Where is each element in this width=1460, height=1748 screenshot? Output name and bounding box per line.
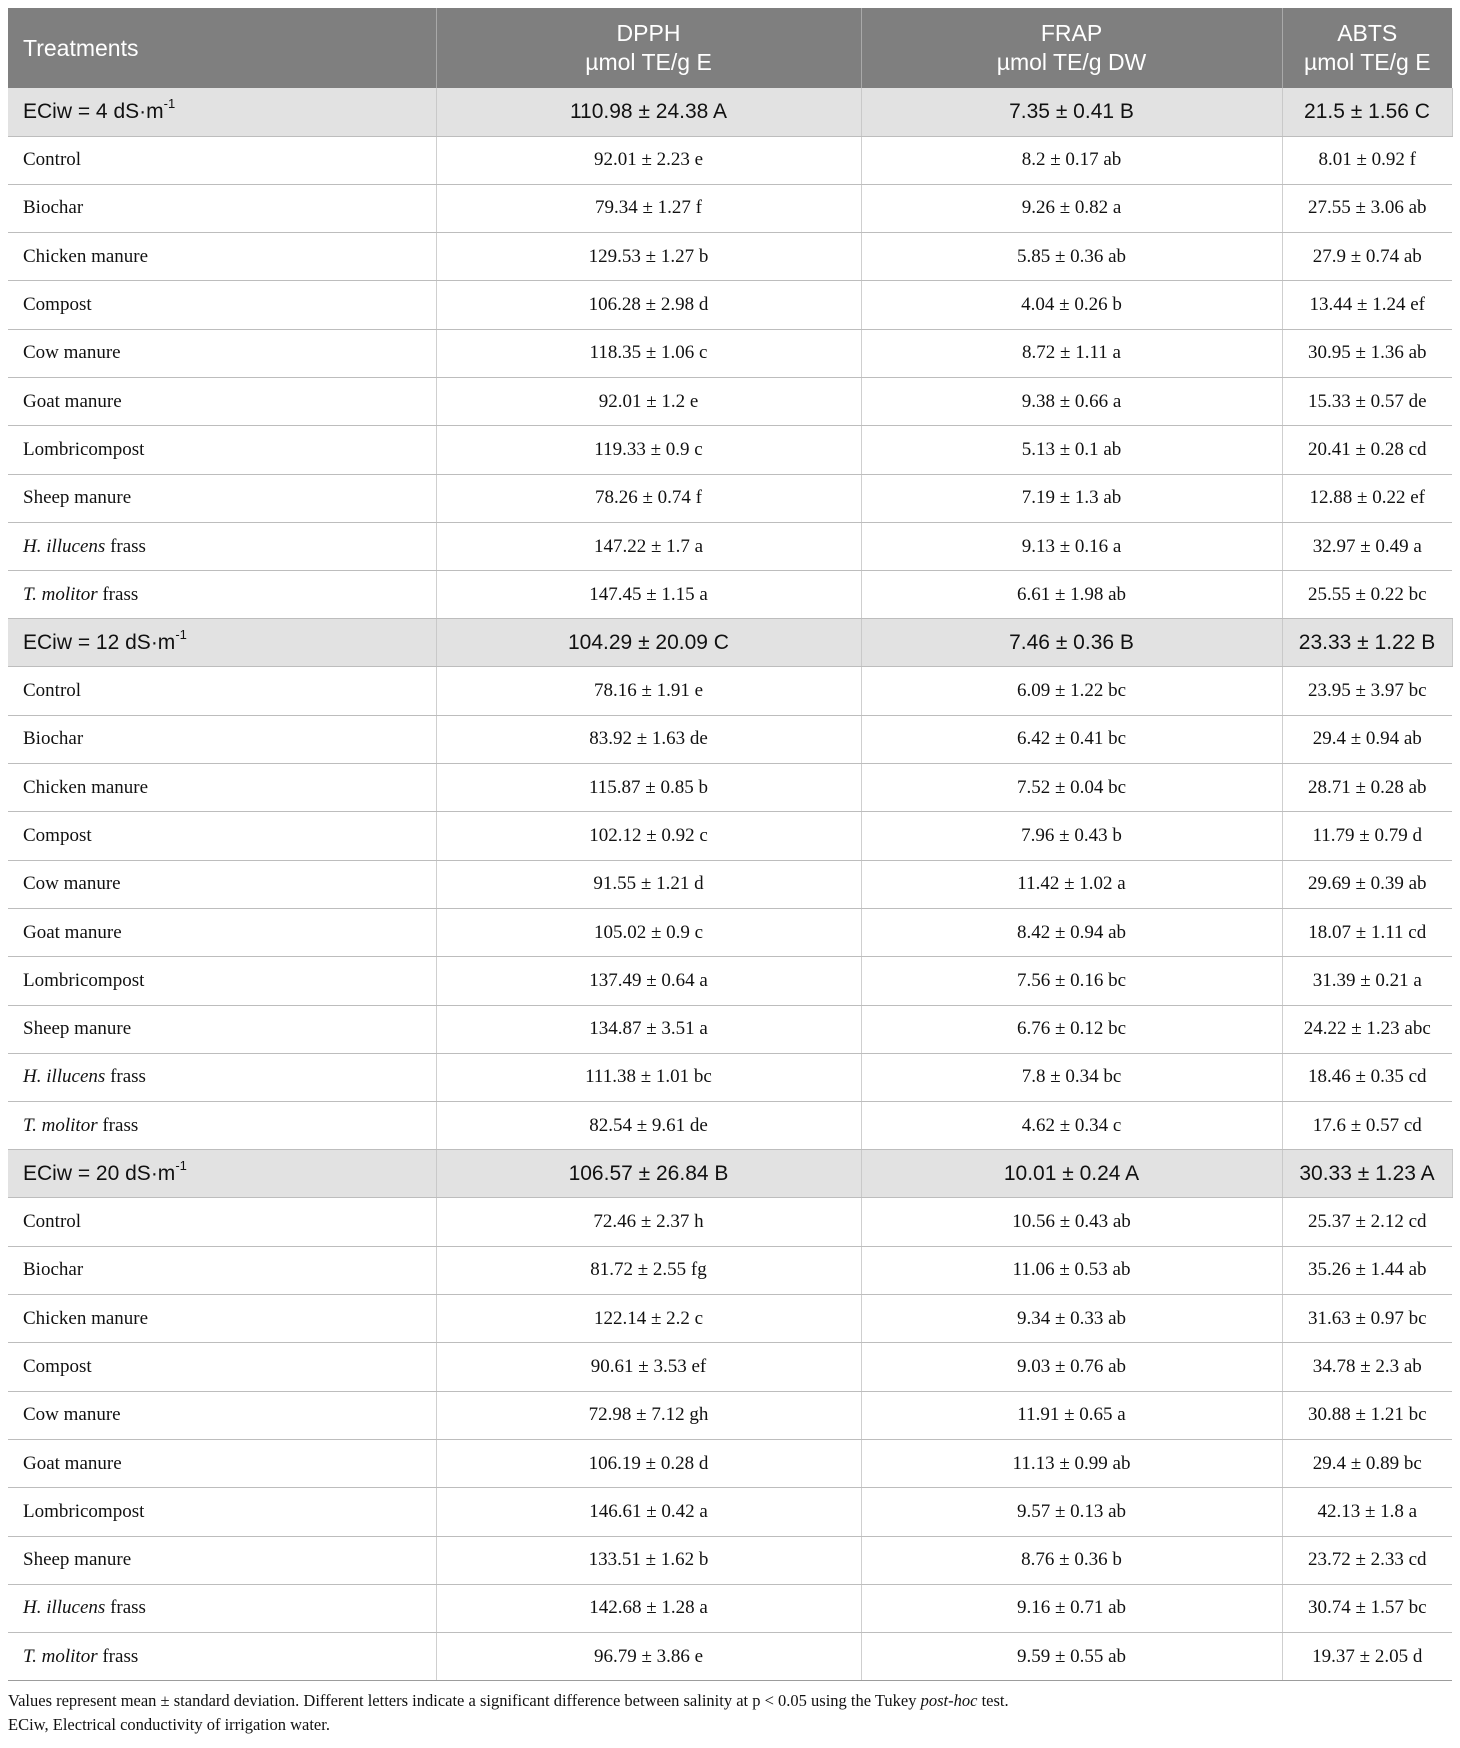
abts-cell: 42.13 ± 1.8 a (1282, 1488, 1452, 1536)
dpph-cell: 102.12 ± 0.92 c (436, 812, 861, 860)
table-row (8, 1439, 1452, 1487)
table-row (8, 281, 1452, 329)
treatment-label: Lombricompost (23, 1500, 145, 1522)
treatment-name (8, 1198, 436, 1246)
dpph-cell: 147.22 ± 1.7 a (436, 522, 861, 570)
frap-cell: 9.26 ± 0.82 a (861, 184, 1282, 232)
dpph-cell: 137.49 ± 0.64 a (436, 957, 861, 1005)
treatment-name (8, 522, 436, 570)
treatment-name (8, 474, 436, 522)
abts-cell: 15.33 ± 0.57 de (1282, 377, 1452, 425)
treatment-label: Control (23, 1211, 82, 1233)
table-row (8, 1295, 1452, 1343)
frap-cell: 6.42 ± 0.41 bc (861, 715, 1282, 763)
abts-cell: 13.44 ± 1.24 ef (1282, 281, 1452, 329)
treatment-name (8, 136, 436, 184)
results-table-container (8, 8, 1452, 1737)
treatment-name (8, 1391, 436, 1439)
treatment-name (8, 1633, 436, 1681)
frap-cell: 9.13 ± 0.16 a (861, 522, 1282, 570)
abts-cell: 34.78 ± 2.3 ab (1282, 1343, 1452, 1391)
abts-cell: 11.79 ± 0.79 d (1282, 812, 1452, 860)
abts-cell: 18.46 ± 0.35 cd (1282, 1053, 1452, 1101)
treatment-name (8, 1343, 436, 1391)
table-row (8, 136, 1452, 184)
abts-cell: 19.37 ± 2.05 d (1282, 1633, 1452, 1681)
table-row (8, 860, 1452, 908)
abts-cell: 30.74 ± 1.57 bc (1282, 1584, 1452, 1632)
treatment-name (8, 1439, 436, 1487)
table-row (8, 426, 1452, 474)
header-frap: FRAP µmol TE/g DW (861, 8, 1282, 88)
table-row (8, 1053, 1452, 1101)
dpph-cell: 111.38 ± 1.01 bc (436, 1053, 861, 1101)
frap-cell: 5.13 ± 0.1 ab (861, 426, 1282, 474)
treatment-name (8, 1102, 436, 1150)
table-row (8, 522, 1452, 570)
treatment-species: H. illucens (23, 1597, 106, 1619)
table-row (8, 812, 1452, 860)
abts-cell: 29.4 ± 0.89 bc (1282, 1439, 1452, 1487)
dpph-cell: 122.14 ± 2.2 c (436, 1295, 861, 1343)
treatment-name (8, 426, 436, 474)
dpph-cell: 78.16 ± 1.91 e (436, 667, 861, 715)
treatment-label: Lombricompost (23, 969, 145, 991)
treatment-name (8, 1005, 436, 1053)
treatment-name (8, 812, 436, 860)
table-row (8, 1391, 1452, 1439)
dpph-cell: 133.51 ± 1.62 b (436, 1536, 861, 1584)
abts-cell: 27.9 ± 0.74 ab (1282, 233, 1452, 281)
treatment-label: Cow manure (23, 342, 121, 364)
treatment-label: Compost (23, 294, 92, 316)
frap-cell: 7.96 ± 0.43 b (861, 812, 1282, 860)
dpph-cell: 83.92 ± 1.63 de (436, 715, 861, 763)
treatment-suffix: frass (97, 583, 139, 605)
header-treatments: Treatments (8, 8, 436, 88)
dpph-cell: 142.68 ± 1.28 a (436, 1584, 861, 1632)
table-row (8, 233, 1452, 281)
dpph-cell: 91.55 ± 1.21 d (436, 860, 861, 908)
frap-cell: 8.2 ± 0.17 ab (861, 136, 1282, 184)
treatment-name (8, 1536, 436, 1584)
frap-cell: 6.76 ± 0.12 bc (861, 1005, 1282, 1053)
treatment-label: Control (23, 680, 82, 702)
treatment-species: T. molitor (23, 1114, 98, 1136)
group-label (8, 88, 436, 136)
abts-cell: 31.63 ± 0.97 bc (1282, 1295, 1452, 1343)
abts-cell: 25.55 ± 0.22 bc (1282, 571, 1452, 619)
treatment-name (8, 184, 436, 232)
table-row (8, 1343, 1452, 1391)
treatment-name (8, 233, 436, 281)
frap-cell: 9.34 ± 0.33 ab (861, 1295, 1282, 1343)
group-row (8, 1150, 1452, 1198)
treatment-suffix: frass (97, 1645, 139, 1667)
table-row (8, 908, 1452, 956)
abts-cell: 30.95 ± 1.36 ab (1282, 329, 1452, 377)
treatment-label: Biochar (23, 197, 84, 219)
treatment-label: Sheep manure (23, 487, 132, 509)
dpph-cell: 106.19 ± 0.28 d (436, 1439, 861, 1487)
table-row (8, 1246, 1452, 1294)
treatment-name (8, 908, 436, 956)
treatment-name (8, 860, 436, 908)
group-label-text: ECiw = 4 dS·m (23, 99, 164, 123)
dpph-cell: 119.33 ± 0.9 c (436, 426, 861, 474)
dpph-cell: 78.26 ± 0.74 f (436, 474, 861, 522)
table-row (8, 957, 1452, 1005)
treatment-label: Compost (23, 1355, 92, 1377)
treatment-label: Biochar (23, 728, 84, 750)
table-row (8, 329, 1452, 377)
treatment-label: Biochar (23, 1259, 84, 1281)
group-row (8, 88, 1452, 136)
frap-cell: 5.85 ± 0.36 ab (861, 233, 1282, 281)
dpph-cell: 81.72 ± 2.55 fg (436, 1246, 861, 1294)
table-footnotes (8, 1689, 1452, 1737)
table-header (8, 8, 1452, 88)
frap-cell: 10.56 ± 0.43 ab (861, 1198, 1282, 1246)
abts-cell: 17.6 ± 0.57 cd (1282, 1102, 1452, 1150)
abts-cell: 29.69 ± 0.39 ab (1282, 860, 1452, 908)
frap-cell: 8.72 ± 1.11 a (861, 329, 1282, 377)
group-dpph-value: 104.29 ± 20.09 C (436, 619, 861, 667)
treatment-label: Chicken manure (23, 245, 149, 267)
abts-cell: 30.88 ± 1.21 bc (1282, 1391, 1452, 1439)
treatment-species: T. molitor (23, 583, 98, 605)
abts-cell: 23.95 ± 3.97 bc (1282, 667, 1452, 715)
treatment-name (8, 571, 436, 619)
treatment-label: Lombricompost (23, 438, 145, 460)
abts-cell: 8.01 ± 0.92 f (1282, 136, 1452, 184)
group-frap-value: 7.46 ± 0.36 B (861, 619, 1282, 667)
treatment-label: Cow manure (23, 873, 121, 895)
dpph-cell: 115.87 ± 0.85 b (436, 764, 861, 812)
treatment-name (8, 1295, 436, 1343)
frap-cell: 7.19 ± 1.3 ab (861, 474, 1282, 522)
treatment-name (8, 957, 436, 1005)
dpph-cell: 79.34 ± 1.27 f (436, 184, 861, 232)
frap-cell: 8.76 ± 0.36 b (861, 1536, 1282, 1584)
abts-cell: 27.55 ± 3.06 ab (1282, 184, 1452, 232)
frap-cell: 9.57 ± 0.13 ab (861, 1488, 1282, 1536)
dpph-cell: 118.35 ± 1.06 c (436, 329, 861, 377)
frap-cell: 9.16 ± 0.71 ab (861, 1584, 1282, 1632)
table-row (8, 1005, 1452, 1053)
treatment-label: Chicken manure (23, 1307, 149, 1329)
frap-cell: 4.04 ± 0.26 b (861, 281, 1282, 329)
abts-cell: 18.07 ± 1.11 cd (1282, 908, 1452, 956)
treatment-label: Goat manure (23, 921, 122, 943)
treatment-label: Cow manure (23, 1404, 121, 1426)
treatment-species: T. molitor (23, 1645, 98, 1667)
abts-cell: 24.22 ± 1.23 abc (1282, 1005, 1452, 1053)
treatment-species: H. illucens (23, 535, 106, 557)
table-row (8, 715, 1452, 763)
group-label-sup: -1 (175, 626, 187, 642)
abts-cell: 31.39 ± 0.21 a (1282, 957, 1452, 1005)
dpph-cell: 72.46 ± 2.37 h (436, 1198, 861, 1246)
group-dpph-value: 110.98 ± 24.38 A (436, 88, 861, 136)
table-row (8, 764, 1452, 812)
frap-cell: 11.91 ± 0.65 a (861, 1391, 1282, 1439)
treatment-name (8, 1246, 436, 1294)
treatment-name (8, 1584, 436, 1632)
table-row (8, 474, 1452, 522)
abts-cell: 25.37 ± 2.12 cd (1282, 1198, 1452, 1246)
table-row (8, 1488, 1452, 1536)
table-row (8, 667, 1452, 715)
frap-cell: 8.42 ± 0.94 ab (861, 908, 1282, 956)
header-abts: ABTS µmol TE/g E (1282, 8, 1452, 88)
footnote-statistics: Values represent mean ± standard deviation. Different letters indicate a significant difference between salinity at p < 0.05 using the Tukey post-hoc test. (8, 1691, 1009, 1711)
frap-cell: 9.03 ± 0.76 ab (861, 1343, 1282, 1391)
group-label (8, 1150, 436, 1198)
frap-cell: 4.62 ± 0.34 c (861, 1102, 1282, 1150)
treatment-label: Sheep manure (23, 1549, 132, 1571)
treatment-suffix: frass (97, 1114, 139, 1136)
frap-cell: 11.42 ± 1.02 a (861, 860, 1282, 908)
abts-cell: 20.41 ± 0.28 cd (1282, 426, 1452, 474)
table-body (8, 88, 1452, 1681)
header-dpph: DPPH µmol TE/g E (436, 8, 861, 88)
dpph-cell: 129.53 ± 1.27 b (436, 233, 861, 281)
treatment-suffix: frass (105, 1597, 146, 1619)
treatment-name (8, 329, 436, 377)
treatment-name (8, 667, 436, 715)
treatment-label: Chicken manure (23, 776, 149, 798)
dpph-cell: 105.02 ± 0.9 c (436, 908, 861, 956)
abts-cell: 28.71 ± 0.28 ab (1282, 764, 1452, 812)
treatment-suffix: frass (105, 535, 146, 557)
treatment-name (8, 1053, 436, 1101)
table-row (8, 1536, 1452, 1584)
group-frap-value: 10.01 ± 0.24 A (861, 1150, 1282, 1198)
dpph-cell: 82.54 ± 9.61 de (436, 1102, 861, 1150)
abts-cell: 32.97 ± 0.49 a (1282, 522, 1452, 570)
treatment-suffix: frass (105, 1066, 146, 1088)
dpph-cell: 146.61 ± 0.42 a (436, 1488, 861, 1536)
table-row (8, 184, 1452, 232)
antioxidant-table (8, 8, 1453, 1681)
frap-cell: 11.13 ± 0.99 ab (861, 1439, 1282, 1487)
treatment-species: H. illucens (23, 1066, 106, 1088)
dpph-cell: 92.01 ± 2.23 e (436, 136, 861, 184)
group-label-text: ECiw = 12 dS·m (23, 630, 176, 654)
treatment-name (8, 715, 436, 763)
dpph-cell: 106.28 ± 2.98 d (436, 281, 861, 329)
abts-cell: 12.88 ± 0.22 ef (1282, 474, 1452, 522)
frap-cell: 7.56 ± 0.16 bc (861, 957, 1282, 1005)
group-frap-value: 7.35 ± 0.41 B (861, 88, 1282, 136)
treatment-label: Goat manure (23, 1452, 122, 1474)
abts-cell: 29.4 ± 0.94 ab (1282, 715, 1452, 763)
dpph-cell: 147.45 ± 1.15 a (436, 571, 861, 619)
treatment-name (8, 1488, 436, 1536)
group-label-sup: -1 (175, 1157, 187, 1173)
table-row (8, 377, 1452, 425)
treatment-name (8, 764, 436, 812)
footnote-abbreviation: ECiw, Electrical conductivity of irrigation water. (8, 1715, 330, 1735)
group-label-text: ECiw = 20 dS·m (23, 1161, 176, 1185)
group-row (8, 619, 1452, 667)
abts-cell: 35.26 ± 1.44 ab (1282, 1246, 1452, 1294)
group-label-sup: -1 (163, 95, 176, 111)
frap-cell: 6.09 ± 1.22 bc (861, 667, 1282, 715)
group-abts-value: 30.33 ± 1.23 A (1282, 1150, 1452, 1198)
treatment-label: Control (23, 149, 82, 171)
table-row (8, 1633, 1452, 1681)
dpph-cell: 96.79 ± 3.86 e (436, 1633, 861, 1681)
frap-cell: 7.52 ± 0.04 bc (861, 764, 1282, 812)
dpph-cell: 134.87 ± 3.51 a (436, 1005, 861, 1053)
frap-cell: 6.61 ± 1.98 ab (861, 571, 1282, 619)
group-label (8, 619, 436, 667)
table-row (8, 1198, 1452, 1246)
treatment-label: Compost (23, 825, 92, 846)
treatment-name (8, 377, 436, 425)
treatment-label: Goat manure (23, 390, 122, 412)
frap-cell: 9.59 ± 0.55 ab (861, 1633, 1282, 1681)
frap-cell: 11.06 ± 0.53 ab (861, 1246, 1282, 1294)
treatment-name (8, 281, 436, 329)
dpph-cell: 90.61 ± 3.53 ef (436, 1343, 861, 1391)
table-row (8, 1584, 1452, 1632)
table-row (8, 1102, 1452, 1150)
dpph-cell: 92.01 ± 1.2 e (436, 377, 861, 425)
treatment-label: Sheep manure (23, 1018, 132, 1040)
dpph-cell: 72.98 ± 7.12 gh (436, 1391, 861, 1439)
table-row (8, 571, 1452, 619)
group-abts-value: 21.5 ± 1.56 C (1282, 88, 1452, 136)
frap-cell: 9.38 ± 0.66 a (861, 377, 1282, 425)
group-abts-value: 23.33 ± 1.22 B (1282, 619, 1452, 667)
group-dpph-value: 106.57 ± 26.84 B (436, 1150, 861, 1198)
abts-cell: 23.72 ± 2.33 cd (1282, 1536, 1452, 1584)
frap-cell: 7.8 ± 0.34 bc (861, 1053, 1282, 1101)
